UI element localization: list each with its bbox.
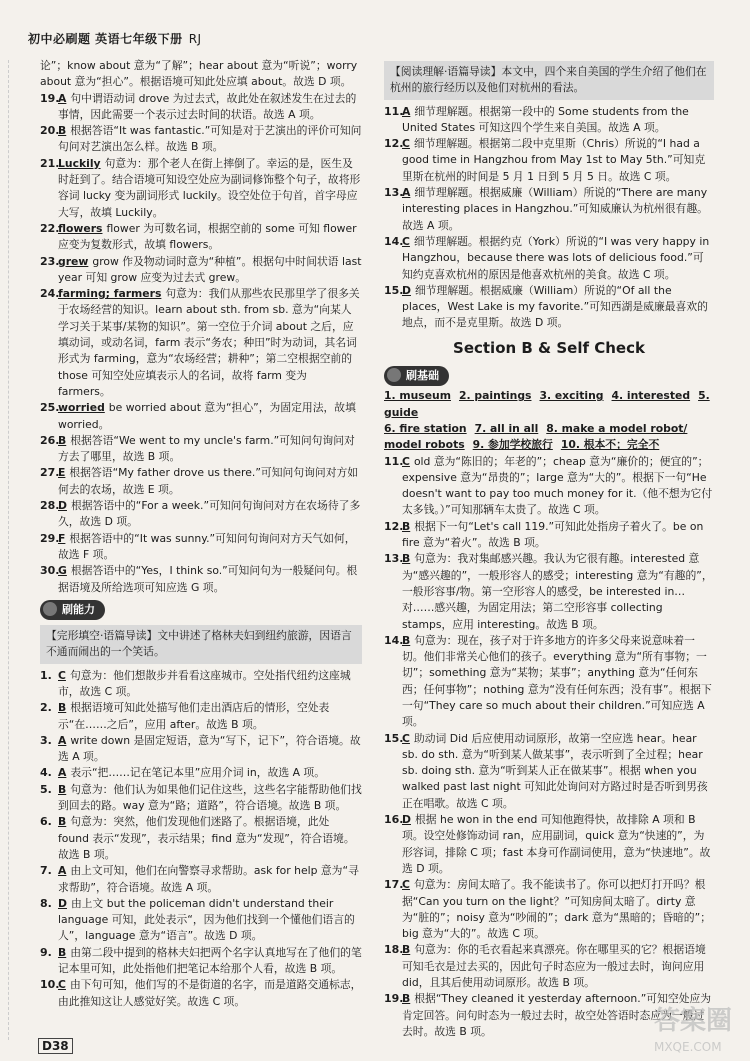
answer-item xyxy=(40,814,362,863)
item-answer: F xyxy=(58,531,66,545)
left-intro: 论”；know about 意为“了解”；hear about 意为“听说”；worry about 意为“担心”。根据语境可知此处应填 about。故选 D 项。 xyxy=(40,59,358,89)
answer-item xyxy=(384,942,714,991)
item-explanation: 根据 he won in the end 可知他跑得快，故排除 A 项和 B 项。设空处修饰动词 ran，应用副词，quick 意为“快速的”，为形容词，排除 C 项；fast 本身可作副词使用，意为“快速地”。故选 D 项。 xyxy=(402,813,711,875)
reading-answer-list xyxy=(384,104,714,332)
item-explanation: 根据答语中的“Yes，I think so.”可知问句为一般疑问句。根据语境及所给选项可知应选 G 项。 xyxy=(58,564,358,594)
fill-answer: 5. guide xyxy=(384,389,710,419)
item-answer: D xyxy=(402,813,411,827)
item-explanation: 细节理解题。根据威廉（William）所说的“Of all the places，West Lake is my favorite.”可知西湖是威廉最喜欢的地点，而不是克里斯。故选 D 项。 xyxy=(402,283,708,330)
header-edition: RJ xyxy=(188,32,202,46)
choice-answer-list xyxy=(384,454,714,1041)
item-number: 16. xyxy=(384,813,404,827)
item-answer: Luckily xyxy=(58,156,101,170)
item-explanation: 句意为：你的毛衣看起来真漂亮。你在哪里买的它？根据语境可知毛衣是过去买的，因此句子时态应为一般过去时，询问应用 did，且其后使用动词原形。故选 B 项。 xyxy=(402,943,706,990)
answer-item xyxy=(384,731,714,812)
item-number: 14. xyxy=(384,633,404,647)
answer-item xyxy=(40,123,362,156)
answer-item xyxy=(40,465,362,498)
item-explanation: 助动词 Did 后应使用动词原形，故第一空应选 hear。hear sb. do sth. 意为“听到某人做某事”，表示听到了全过程；hear sb. doing sth. 意为“听到某人正在做某事”。根据 when you walked past last night 可知此处询问对方路过时是否听到男孩正在唱歌。故选 C 项。 xyxy=(402,731,708,810)
answer-item xyxy=(384,551,714,632)
item-number: 12. xyxy=(384,519,404,533)
item-answer: D xyxy=(402,283,411,297)
item-answer: C xyxy=(402,137,410,151)
item-number: 20. xyxy=(40,124,60,138)
item-explanation: 细节理解题。根据威廉（William）所说的“There are many interesting places in Hangzhou.”可知威廉认为杭州很有趣。故选 A 项。 xyxy=(402,186,708,232)
ability-badge xyxy=(40,600,105,620)
item-answer: B xyxy=(402,519,411,533)
item-explanation: 细节理解题。根据第一段中的 Some students from the United States 可知这四个学生来自美国。故选 A 项。 xyxy=(402,104,689,134)
item-explanation: 句意为：现在，孩子对于许多地方的许多父母来说意味着一切。他们非常关心他们的孩子。everything 意为“所有事物；一切”；something 意为“某物；某事”；anything 意为“任何东西；任何事物”；nothing 意为“没有任何东西；没有事”。根据下一句“They care so much about their children.”可知应选 A 项。 xyxy=(402,633,712,729)
item-explanation: 句意为：我们从那些农民那里学了很多关于农场经营的知识。learn about sth. from sb. 意为“向某人学习关于某事/某物的知识”。第一空位于介词 about 之后，应填动词，或动名词，farm 表示“务农；种田”时为动词，其名词形式为 farming，意为“农场经营；耕种”；第二空根据空前的 those 可知空处应填表示人的名词，故将 farm 变为 farmers。 xyxy=(58,287,360,398)
watermark-main: 答案圈 xyxy=(653,1006,732,1036)
item-explanation: be worried about 意为“担心”，为固定用法，故填 worried。 xyxy=(58,401,356,431)
cloze-answer-list xyxy=(40,668,362,1010)
item-answer: E xyxy=(58,466,66,480)
item-number: 29. xyxy=(40,531,60,545)
item-answer: A xyxy=(402,104,411,118)
item-answer: D xyxy=(58,896,67,910)
item-answer: A xyxy=(58,766,67,780)
item-explanation: 根据答语“We went to my uncle's farm.”可知问句询问对方去了哪里，故选 B 项。 xyxy=(58,433,355,464)
item-answer: G xyxy=(58,564,67,578)
item-answer: B xyxy=(58,782,67,796)
answer-item xyxy=(384,104,714,137)
watermark-logo xyxy=(654,1008,732,1060)
fill-answer: 6. fire station xyxy=(384,421,467,435)
item-answer: grew xyxy=(58,254,89,268)
item-number: 10. xyxy=(40,978,60,992)
reading-guide-box: 【阅读理解·语篇导读】本文中，四个来自美国的学生介绍了他们在杭州的旅行经历以及他们对杭州的看法。 xyxy=(384,61,714,100)
item-number: 6. xyxy=(40,815,52,829)
answer-item xyxy=(40,782,362,815)
page-spine xyxy=(8,60,15,1040)
item-explanation: 由第二段中提到的格林夫妇把两个名字认真地写在了他们的笔记本里可知，此处指他们把笔记本给那个人看，故选 B 项。 xyxy=(58,945,362,976)
item-explanation: 根据答语中的“It was sunny.”可知问句询问对方天气如何，故选 F 项。 xyxy=(58,531,356,561)
item-number: 18. xyxy=(384,943,404,957)
ability-badge-label: 刷能力 xyxy=(62,602,95,616)
item-number: 11. xyxy=(384,454,404,468)
item-explanation: 根据答语“It was fantastic.”可知是对于艺演出的评价可知问句问对艺演出怎么样。故选 B 项。 xyxy=(58,124,362,154)
answer-item xyxy=(384,136,714,185)
fill-answer: 7. all in all xyxy=(474,421,539,435)
item-explanation: 表示“把……记在笔记本里”应用介词 in，故选 A 项。 xyxy=(70,766,326,780)
answer-item xyxy=(40,863,362,896)
header-title: 初中必刷题 英语七年级下册 xyxy=(28,32,183,46)
item-number: 4. xyxy=(40,766,52,780)
item-number: 21. xyxy=(40,156,60,170)
answer-item xyxy=(40,977,362,1010)
item-explanation: 细节理解题。根据约克（York）所说的“I was very happy in Hangzhou，because there was lots of delicious food.”可知约克喜欢杭州的原因是他喜欢杭州的美食。故选 C 项。 xyxy=(402,234,710,281)
item-number: 22. xyxy=(40,221,60,235)
item-number: 14. xyxy=(384,234,404,248)
item-answer: C xyxy=(402,878,410,892)
item-answer: C xyxy=(58,978,66,992)
answer-item xyxy=(40,156,362,221)
answer-item xyxy=(40,700,362,733)
fill-answer: 2. paintings xyxy=(459,389,532,403)
fill-answers-line-2 xyxy=(384,421,714,454)
item-explanation: 由下句可知，他们写的不是街道的名字，而是道路交通标志，由此推知这让人感觉好笑。故选 C 项。 xyxy=(58,978,362,1008)
item-explanation: 由上文 but the policeman didn't understand their language 可知，此处表示“，因为他们找到一个懂他们语言的人”，language 意为“语言”。故选 D 项。 xyxy=(58,896,355,943)
item-number: 1. xyxy=(40,668,52,682)
answer-item xyxy=(384,185,714,234)
item-explanation: 句意为：那个老人在街上摔倒了。幸运的是，医生及时赶到了。结合语境可知设空处应为副词修饰整个句子，故将形容词 lucky 变为副词形式 luckily。设空处位于句首，首字母应大写，故填 Luckily。 xyxy=(58,156,361,219)
left-column xyxy=(40,58,362,1010)
fill-answer: 10. 根本不；完全不 xyxy=(560,438,660,452)
answer-item xyxy=(40,531,362,564)
pen-icon xyxy=(43,602,57,616)
item-explanation: 句意为：突然，他们发现他们迷路了。根据语境，此处 found 表示“发现”，表示结果；find 意为“发现”，符合语境。故选 B 项。 xyxy=(58,815,355,861)
item-number: 24. xyxy=(40,287,60,301)
item-answer: B xyxy=(402,943,411,957)
item-answer: C xyxy=(58,668,66,682)
item-number: 26. xyxy=(40,433,60,447)
answer-item xyxy=(40,286,362,400)
answer-item xyxy=(40,91,362,124)
item-number: 13. xyxy=(384,186,404,200)
item-answer: flowers xyxy=(58,221,103,235)
item-number: 5. xyxy=(40,782,52,796)
item-number: 7. xyxy=(40,864,52,878)
item-explanation: 句意为：他们想散步并看看这座城市。空处指代纽约这座城市，故选 C 项。 xyxy=(58,668,351,698)
item-answer: B xyxy=(402,633,411,647)
answer-item xyxy=(40,668,362,701)
watermark-sub: MXQE.COM xyxy=(653,1040,722,1054)
answer-item xyxy=(40,433,362,466)
answer-item xyxy=(40,254,362,287)
item-number: 27. xyxy=(40,466,60,480)
item-answer: B xyxy=(58,433,67,447)
item-explanation: 根据答语“My father drove us there.”可知问句询问对方如何去的农场，故选 E 项。 xyxy=(58,466,359,496)
item-answer: B xyxy=(58,815,67,829)
answer-item xyxy=(40,765,362,781)
item-number: 8. xyxy=(40,896,52,910)
item-number: 13. xyxy=(384,552,404,566)
answer-item xyxy=(384,519,714,552)
item-number: 23. xyxy=(40,254,60,268)
item-number: 19. xyxy=(40,91,60,105)
item-number: 9. xyxy=(40,945,52,959)
answer-item xyxy=(384,234,714,283)
item-number: 17. xyxy=(384,878,404,892)
item-explanation: 句意为：房间太暗了。我不能读书了。你可以把灯打开吗？根据“Can you turn on the light？”可知房间太暗了。dirty 意为“脏的”；noisy 意为“吵闹的”；dark 意为“黑暗的；昏暗的”；big 意为“大的”。故选 C 项。 xyxy=(402,878,711,941)
answer-item xyxy=(384,454,714,519)
item-answer: A xyxy=(58,733,67,747)
answer-item xyxy=(384,283,714,332)
item-explanation: 由上文可知，他们在向警察寻求帮助。ask for help 意为“寻求帮助”，符合语境。故选 A 项。 xyxy=(58,864,359,894)
answer-item xyxy=(40,400,362,433)
basic-badge xyxy=(384,366,449,386)
item-answer: B xyxy=(58,701,67,715)
item-explanation: 句意为：他们认为如果他们记住这些，这些名字能帮助他们找到回去的路。way 意为“路；道路”，符合语境。故选 B 项。 xyxy=(58,782,362,813)
item-number: 28. xyxy=(40,499,60,513)
item-answer: worried xyxy=(58,401,105,415)
item-answer: farming; farmers xyxy=(58,287,162,301)
item-answer: B xyxy=(402,992,411,1006)
section-title: Section B & Self Check xyxy=(453,338,645,357)
item-answer: A xyxy=(58,864,67,878)
fill-answer: 3. exciting xyxy=(539,389,604,403)
item-answer: C xyxy=(402,454,410,468)
basic-badge-label: 刷基础 xyxy=(406,369,439,383)
answer-item xyxy=(40,221,362,254)
answer-item xyxy=(40,563,362,596)
answer-item xyxy=(40,733,362,766)
item-number: 19. xyxy=(384,992,404,1006)
item-explanation: 根据答语中的“For a week.”可知问句询问对方在农场待了多久，故选 D 项。 xyxy=(58,499,361,529)
left-answer-list xyxy=(40,91,362,596)
item-answer: A xyxy=(58,91,67,105)
answer-item xyxy=(40,498,362,531)
item-explanation: 根据语境可知此处描写他们走出酒店后的情形，空处表示“在……之后”，应用 after。故选 B 项。 xyxy=(58,701,330,731)
answer-item xyxy=(40,896,362,945)
item-number: 11. xyxy=(384,104,404,118)
answer-item xyxy=(384,633,714,731)
item-explanation: 根据“They cleaned it yesterday afternoon.”可知空处应为肯定回答。问句时态为一般过去时，故空处答语时态应为一般过去时。故选 B 项。 xyxy=(402,992,712,1038)
fill-answer: 4. interested xyxy=(611,389,691,403)
page-number: D38 xyxy=(38,1038,73,1054)
item-explanation: 句意为：我对集邮感兴趣。我认为它很有趣。interested 意为“感兴趣的”，一般形容人的感受；interesting 意为“有趣的”，一般形容事/物。第一空形容人的感受，be interested in…对……感兴趣，为固定用法；第二空形容事 collecting stamps，应用 interesting。故选 B 项。 xyxy=(402,552,713,631)
page-header xyxy=(28,30,202,47)
answer-item xyxy=(384,877,714,942)
item-explanation: flower 为可数名词，根据空前的 some 可知 flower 应变为复数形式，故填 flowers。 xyxy=(58,221,357,252)
item-answer: B xyxy=(58,124,67,138)
right-column xyxy=(384,58,714,1040)
item-answer: C xyxy=(402,731,410,745)
item-number: 2. xyxy=(40,701,52,715)
answer-item xyxy=(384,812,714,877)
fill-answer: 9. 参加学校旅行 xyxy=(472,438,553,452)
fill-answers-line-1 xyxy=(384,388,714,421)
item-answer: D xyxy=(58,499,67,513)
item-answer: C xyxy=(402,234,410,248)
item-explanation: 句中谓语动词 drove 为过去式，故此处在叙述发生在过去的事情，因此需要一个表示过去时间的状语。故选 A 项。 xyxy=(58,91,357,121)
item-number: 15. xyxy=(384,731,404,745)
item-explanation: 细节理解题。根据第二段中克里斯（Chris）所说的“I had a good time in Hangzhou from May 1st to May 5th.”可知克里斯在杭州的时间是 5 月 1 日到 5 月 5 日。故选 C 项。 xyxy=(402,137,706,183)
item-answer: B xyxy=(58,945,67,959)
item-answer: B xyxy=(402,552,411,566)
fill-answer: 8. make a model robot/ model robots xyxy=(384,421,688,452)
cloze-guide-box: 【完形填空·语篇导读】文中讲述了格林夫妇到纽约旅游，因语言不通而闹出的一个笑话。 xyxy=(40,625,362,664)
item-explanation: write down 是固定短语，意为“写下，记下”，符合语境。故选 A 项。 xyxy=(58,733,361,764)
item-number: 12. xyxy=(384,137,404,151)
fill-answer: 1. museum xyxy=(384,389,451,403)
item-explanation: grow 作及物动词时意为“种植”。根据句中时间状语 last year 可知 grow 应变为过去式 grew。 xyxy=(58,254,362,284)
item-answer: A xyxy=(402,186,411,200)
pen-icon xyxy=(387,368,401,382)
answer-item xyxy=(40,945,362,978)
item-number: 25. xyxy=(40,401,60,415)
item-explanation: 根据下一句“Let's call 119.”可知此处指房子着火了。be on fire 意为“着火”。故选 B 项。 xyxy=(402,519,704,550)
item-explanation: old 意为“陈旧的；年老的”；cheap 意为“廉价的；便宜的”；expensive 意为“昂贵的”；large 意为“大的”。根据下一句“He doesn't want to pay too much money for it.（他不想为它付太多钱。）”可知那辆车太贵了。故选 C 项。 xyxy=(402,454,713,517)
item-number: 30. xyxy=(40,564,60,578)
item-number: 3. xyxy=(40,733,52,747)
item-number: 15. xyxy=(384,283,404,297)
